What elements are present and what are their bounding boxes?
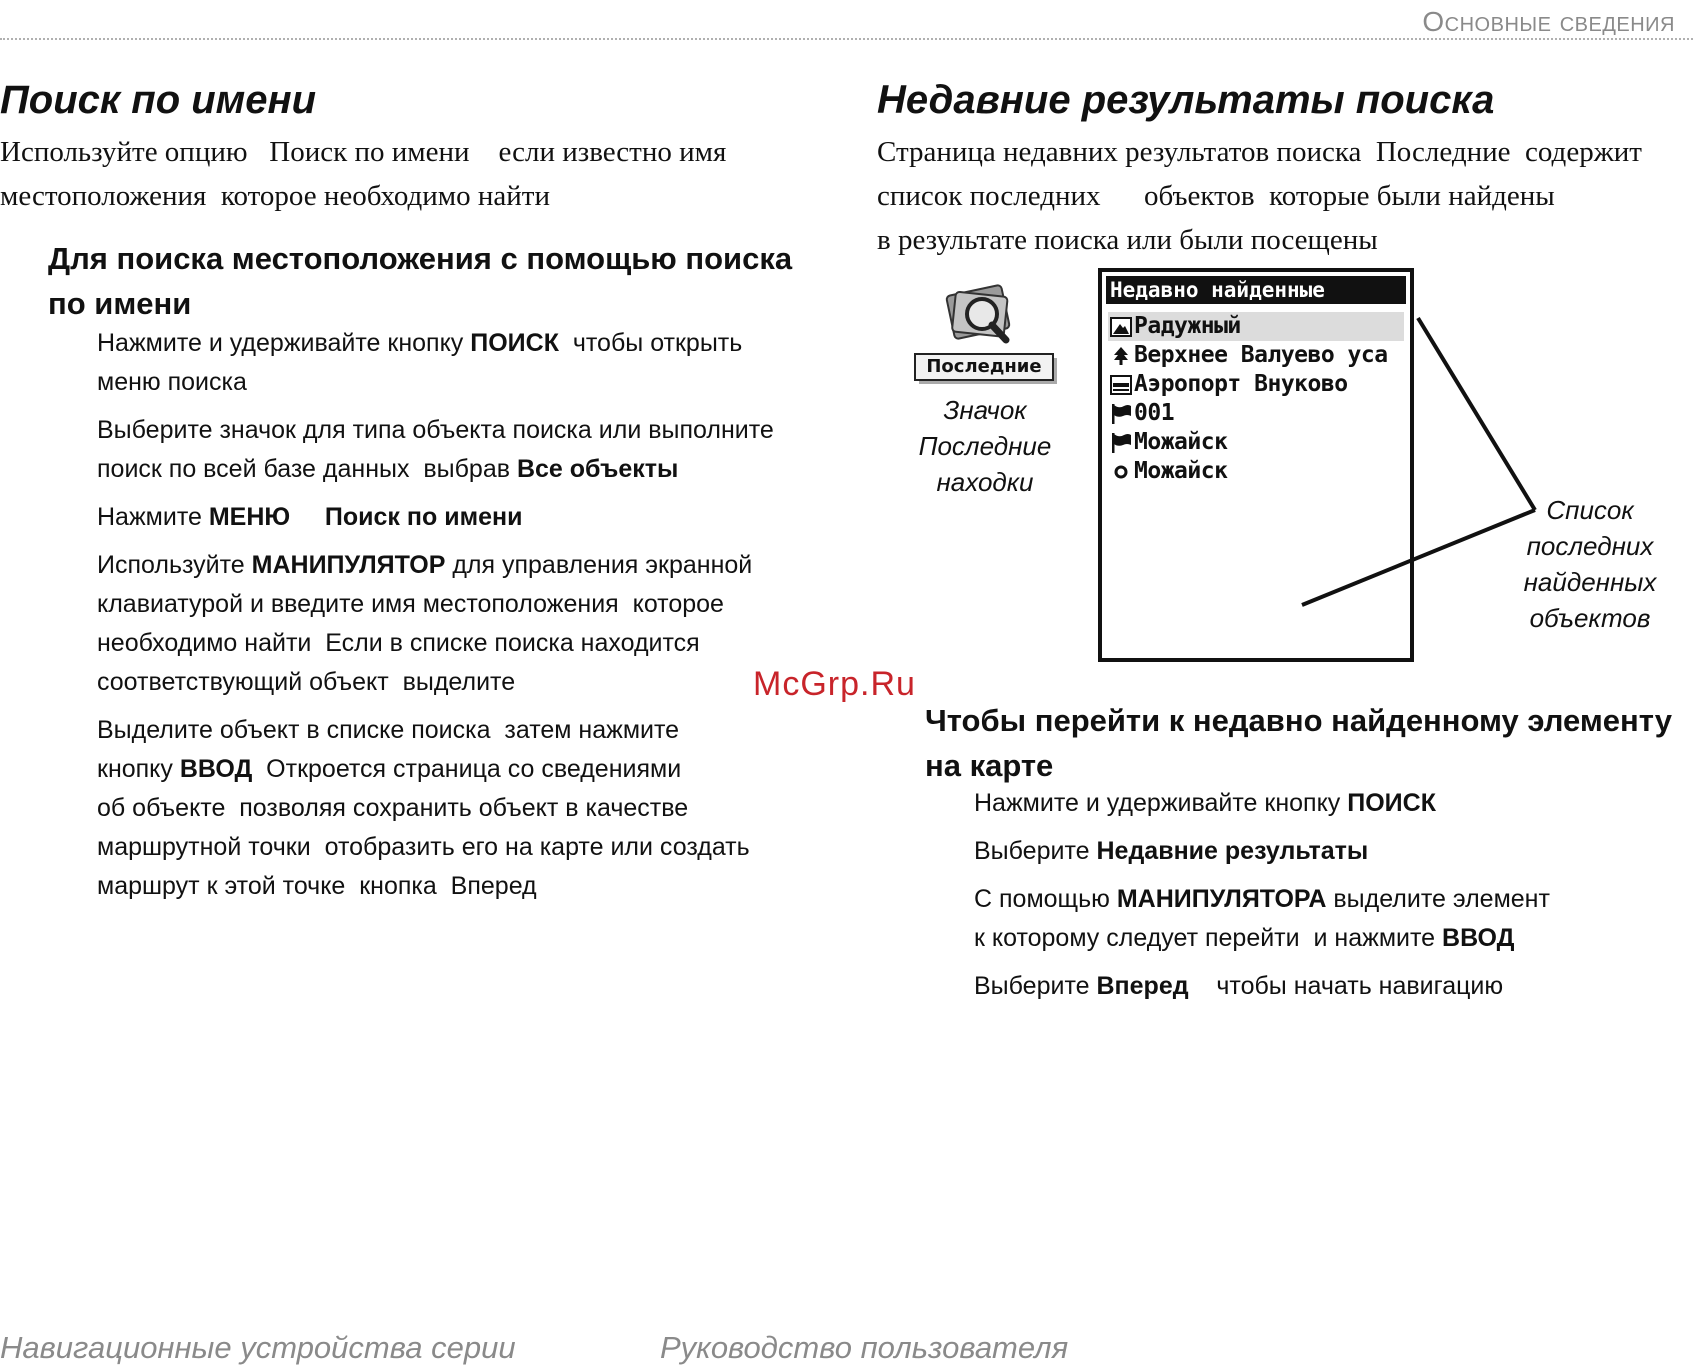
right-intro-line: список последних объектов которые были найдены xyxy=(877,180,1555,212)
screen-list-item-label: Можайск xyxy=(1134,458,1228,484)
step-bold-text: Недавние результаты xyxy=(1096,837,1369,865)
right-procedure-title-line: Чтобы перейти к недавно найденному элементу xyxy=(925,703,1672,738)
list-caption-line: последних xyxy=(1526,531,1654,561)
step-text: для управления экранной xyxy=(445,551,753,579)
right-heading: Недавние результаты поиска xyxy=(877,78,1495,122)
list-caption-line: Список xyxy=(1546,495,1634,525)
step-text: к которому следует перейти и нажмите xyxy=(974,924,1443,952)
step-bold-text: ПОИСК xyxy=(1347,789,1436,817)
right-step xyxy=(974,832,1550,871)
step-text: чтобы открыть xyxy=(558,329,743,357)
step-text: С помощью xyxy=(974,885,1117,913)
footer-left: Навигационные устройства серии xyxy=(0,1330,516,1365)
step-text: Выберите значок для типа объекта поиска или выполните xyxy=(97,416,774,444)
icon-caption-line: Значок xyxy=(943,395,1027,425)
icon-caption-line: Последние xyxy=(918,431,1052,461)
right-step xyxy=(974,880,1550,958)
list-caption xyxy=(1500,492,1680,636)
step-text: Нажмите xyxy=(97,503,209,531)
step-bold-text: ПОИСК xyxy=(470,329,559,357)
right-intro-line: Страница недавних результатов поиска Последние содержит xyxy=(877,136,1642,168)
step-text: Выберите xyxy=(974,837,1097,865)
step-bold-text: Вперед xyxy=(1096,972,1189,1000)
icon-caption-line: находки xyxy=(936,467,1034,497)
step-text: Выделите объект в списке поиска затем нажмите xyxy=(97,716,680,744)
right-procedure-title-line: на карте xyxy=(925,748,1054,783)
left-intro-line: Используйте опцию Поиск по имени если известно имя xyxy=(0,136,727,168)
step-bold-text: МАНИПУЛЯТОР xyxy=(251,551,446,579)
right-step-line xyxy=(974,967,1550,1006)
step-bold-text: Все объекты xyxy=(516,455,679,483)
right-step-line xyxy=(974,832,1550,871)
watermark: McGrp.Ru xyxy=(753,665,916,703)
step-text: кнопку xyxy=(97,755,180,783)
right-procedure-title xyxy=(925,698,1672,788)
left-procedure-title-line: по имени xyxy=(48,286,192,321)
right-step xyxy=(974,967,1550,1006)
screen-list-item-label: Можайск xyxy=(1134,429,1228,455)
step-text: чтобы начать навигацию xyxy=(1188,972,1504,1000)
step-text: выделите элемент xyxy=(1326,885,1550,913)
section-title: Основные сведения xyxy=(1422,6,1675,37)
step-text: Нажмите и удерживайте кнопку xyxy=(974,789,1348,817)
step-text: маршрутной точки отобразить его на карте или создать xyxy=(97,833,750,861)
list-caption-line: найденных xyxy=(1523,567,1657,597)
step-text: об объекте позволяя сохранить объект в качестве xyxy=(97,794,689,822)
step-bold-text: ВВОД xyxy=(1442,924,1515,952)
step-text: Используйте xyxy=(97,551,252,579)
right-steps xyxy=(974,784,1550,1015)
right-step-line xyxy=(974,919,1550,958)
step-text: клавиатурой и введите имя местоположения которое xyxy=(97,590,724,618)
step-text: Выберите xyxy=(974,972,1097,1000)
right-step xyxy=(974,784,1550,823)
recent-finds-icon-label: Последние xyxy=(926,356,1042,377)
callout-line-top xyxy=(1418,318,1535,510)
right-step-line xyxy=(974,784,1550,823)
left-intro-line: местоположения которое необходимо найти xyxy=(0,180,550,212)
step-bold-text: МАНИПУЛЯТОРА xyxy=(1116,885,1327,913)
screen-title: Недавно найденные xyxy=(1106,276,1406,304)
screen-list-item-label: 001 xyxy=(1134,400,1175,426)
right-intro-line: в результате поиска или были посещены xyxy=(877,224,1378,256)
step-text: Откроется страница со сведениями xyxy=(252,755,682,783)
step-bold-text: ВВОД xyxy=(179,755,253,783)
right-step-line xyxy=(974,880,1550,919)
left-procedure-title-line: Для поиска местоположения с помощью поиска xyxy=(48,241,793,276)
step-text: поиск по всей базе данных выбрав xyxy=(97,455,517,483)
step-text: необходимо найти Если в списке поиска находится xyxy=(97,629,700,657)
left-heading: Поиск по имени xyxy=(0,78,317,122)
step-text: Нажмите и удерживайте кнопку xyxy=(97,329,471,357)
step-text: меню поиска xyxy=(97,368,247,396)
step-text: маршрут к этой точке кнопка Вперед xyxy=(97,872,537,900)
footer-right: Руководство пользователя xyxy=(660,1330,1069,1365)
step-bold-text: МЕНЮ Поиск по имени xyxy=(208,503,523,531)
list-caption-line: объектов xyxy=(1529,603,1651,633)
step-text: соответствующий объект выделите xyxy=(97,668,516,696)
screen-list-item-label: Радужный xyxy=(1134,313,1241,339)
screen-list-item-label: Верхнее Валуево уса xyxy=(1134,342,1388,368)
screen-list-item-label: Аэропорт Внуково xyxy=(1134,371,1348,397)
